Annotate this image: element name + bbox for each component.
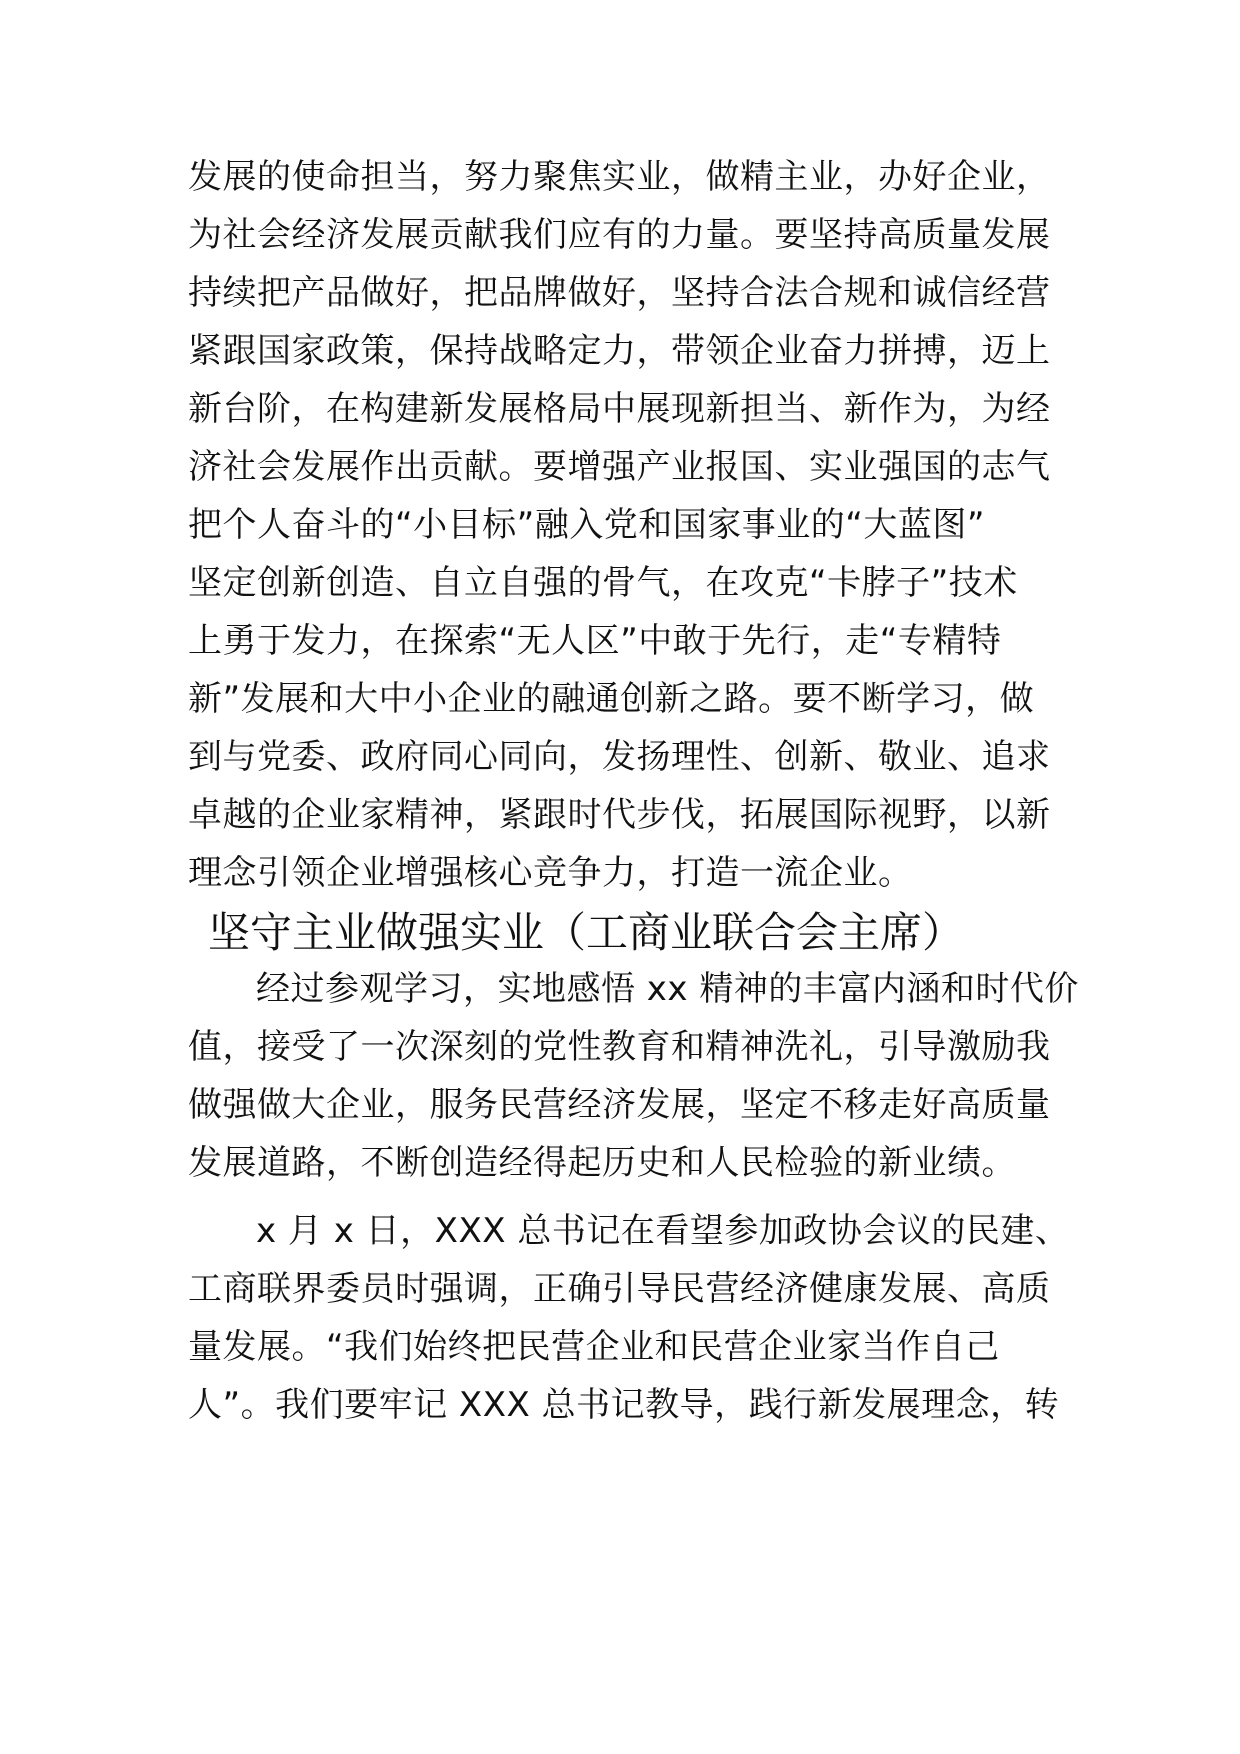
paragraph2-line-3: 做强做大企业，服务民营经济发展，坚定不移走好高质量 xyxy=(188,1085,1051,1125)
paragraph3-line-4: 人”。我们要牢记 XXX 总书记教导，践行新发展理念，转 xyxy=(188,1385,1060,1425)
paragraph3-line-3: 量发展。“我们始终把民营企业和民营企业家当作自己 xyxy=(188,1327,1000,1367)
paragraph1-line-12: 卓越的企业家精神，紧跟时代步伐，拓展国际视野，以新 xyxy=(188,795,1051,835)
paragraph1-line-6: 济社会发展作出贡献。要增强产业报国、实业强国的志气 xyxy=(188,447,1051,487)
paragraph1-line-8: 坚定创新创造、自立自强的骨气，在攻克“卡脖子”技术 xyxy=(188,563,1018,603)
section-heading: 坚守主业做强实业（工商业联合会主席） xyxy=(208,908,965,957)
paragraph1-line-4: 紧跟国家政策，保持战略定力，带领企业奋力拼搏，迈上 xyxy=(188,331,1051,371)
paragraph3-line-2: 工商联界委员时强调，正确引导民营经济健康发展、高质 xyxy=(188,1269,1051,1309)
paragraph1-line-1: 发展的使命担当，努力聚焦实业，做精主业，办好企业， xyxy=(188,157,1051,197)
paragraph1-line-13: 理念引领企业增强核心竞争力，打造一流企业。 xyxy=(188,853,913,893)
paragraph1-line-2: 为社会经济发展贡献我们应有的力量。要坚持高质量发展 xyxy=(188,215,1051,255)
paragraph2-line-4: 发展道路，不断创造经得起历史和人民检验的新业绩。 xyxy=(188,1143,1016,1183)
paragraph2-line-2: 值，接受了一次深刻的党性教育和精神洗礼，引导激励我 xyxy=(188,1027,1051,1067)
paragraph1-line-11: 到与党委、政府同心同向，发扬理性、创新、敬业、追求 xyxy=(188,737,1051,777)
paragraph1-line-10: 新”发展和大中小企业的融通创新之路。要不断学习，做 xyxy=(188,679,1035,719)
paragraph2-line-1: 经过参观学习，实地感悟 xx 精神的丰富内涵和时代价 xyxy=(256,969,1079,1009)
paragraph1-line-5: 新台阶，在构建新发展格局中展现新担当、新作为，为经 xyxy=(188,389,1051,429)
paragraph1-line-3: 持续把产品做好，把品牌做好，坚持合法合规和诚信经营 xyxy=(188,273,1051,313)
paragraph1-line-7: 把个人奋斗的“小目标”融入党和国家事业的“大蓝图” xyxy=(188,505,985,545)
paragraph3-line-1: x 月 x 日，XXX 总书记在看望参加政协会议的民建、 xyxy=(256,1211,1070,1251)
paragraph1-line-9: 上勇于发力，在探索“无人区”中敢于先行，走“专精特 xyxy=(188,621,1002,661)
